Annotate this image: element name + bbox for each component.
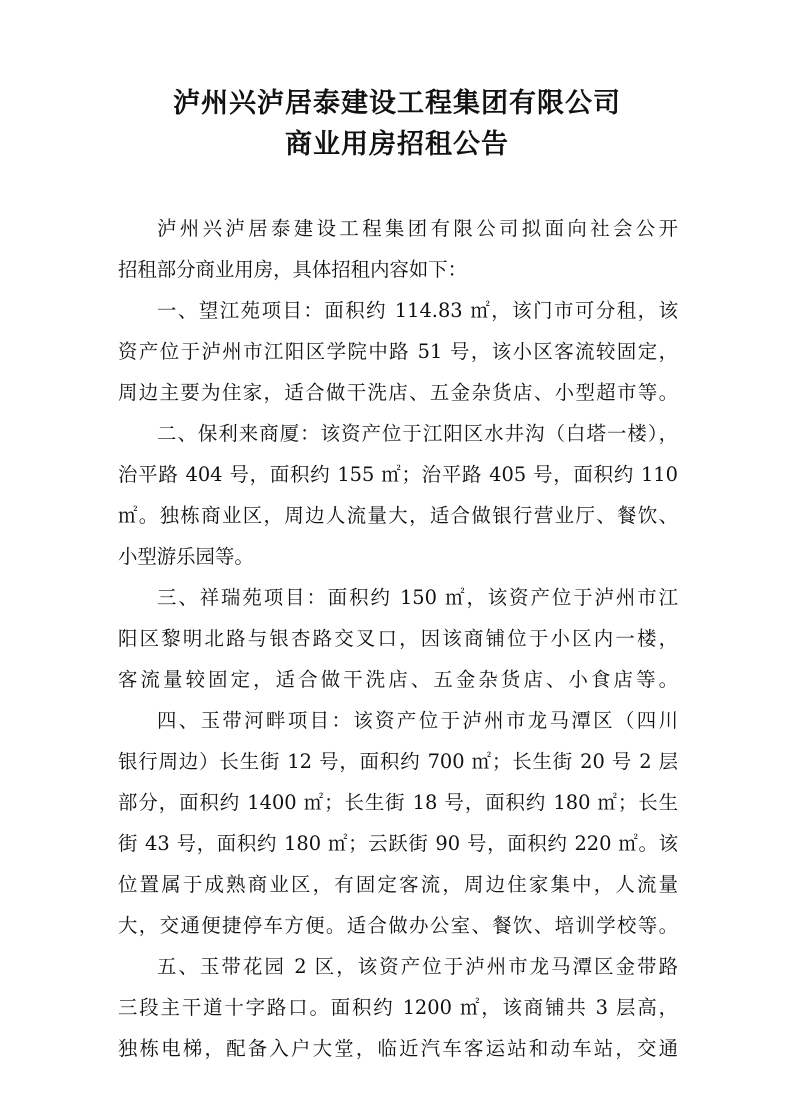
item-4-line-3: 部分，面积约 1400 ㎡；长生街 18 号，面积约 180 ㎡；长生 [118, 791, 678, 814]
item-3-line-3: 客流量较固定，适合做干洗店、五金杂货店、小食店等。 [118, 668, 678, 691]
item-3-line-1: 三、祥瑞苑项目：面积约 150 ㎡，该资产位于泸州市江 [157, 586, 678, 609]
document-title-line-2: 商业用房招租公告 [285, 129, 509, 160]
item-2-line-4: 小型游乐园等。 [118, 545, 254, 568]
item-4-line-2: 银行周边）长生街 12 号，面积约 700 ㎡；长生街 20 号 2 层 [118, 750, 678, 773]
item-2-line-3: ㎡。独栋商业区，周边人流量大，适合做银行营业厅、餐饮、 [118, 504, 678, 527]
intro-line-1: 泸州兴泸居泰建设工程集团有限公司拟面向社会公开 [157, 217, 678, 240]
item-5-line-2: 三段主干道十字路口。面积约 1200 ㎡，该商铺共 3 层高， [118, 996, 678, 1019]
item-4-line-6: 大，交通便捷停车方便。适合做办公室、餐饮、培训学校等。 [118, 914, 678, 937]
item-4-line-4: 街 43 号，面积约 180 ㎡；云跃街 90 号，面积约 220 ㎡。该 [118, 832, 678, 855]
item-1-line-3: 周边主要为住家，适合做干洗店、五金杂货店、小型超市等。 [118, 381, 678, 404]
document-title-line-1: 泸州兴泸居泰建设工程集团有限公司 [173, 88, 621, 119]
item-5-line-3: 独栋电梯，配备入户大堂，临近汽车客运站和动车站，交通 [118, 1037, 678, 1060]
item-5-line-1: 五、玉带花园 2 区，该资产位于泸州市龙马潭区金带路 [157, 955, 678, 978]
item-4-line-1: 四、玉带河畔项目：该资产位于泸州市龙马潭区（四川 [157, 709, 678, 732]
item-1-line-1: 一、望江苑项目：面积约 114.83 ㎡，该门市可分租，该 [157, 299, 678, 322]
item-2-line-1: 二、保利来商厦：该资产位于江阳区水井沟（白塔一楼）， [157, 422, 678, 445]
intro-line-2: 招租部分商业用房，具体招租内容如下： [118, 258, 468, 281]
item-1-line-2: 资产位于泸州市江阳区学院中路 51 号，该小区客流较固定， [118, 340, 678, 363]
item-3-line-2: 阳区黎明北路与银杏路交叉口，因该商铺位于小区内一楼， [118, 627, 678, 650]
item-4-line-5: 位置属于成熟商业区，有固定客流，周边住家集中，人流量 [118, 873, 678, 896]
item-2-line-2: 治平路 404 号，面积约 155 ㎡；治平路 405 号，面积约 110 [118, 463, 678, 486]
